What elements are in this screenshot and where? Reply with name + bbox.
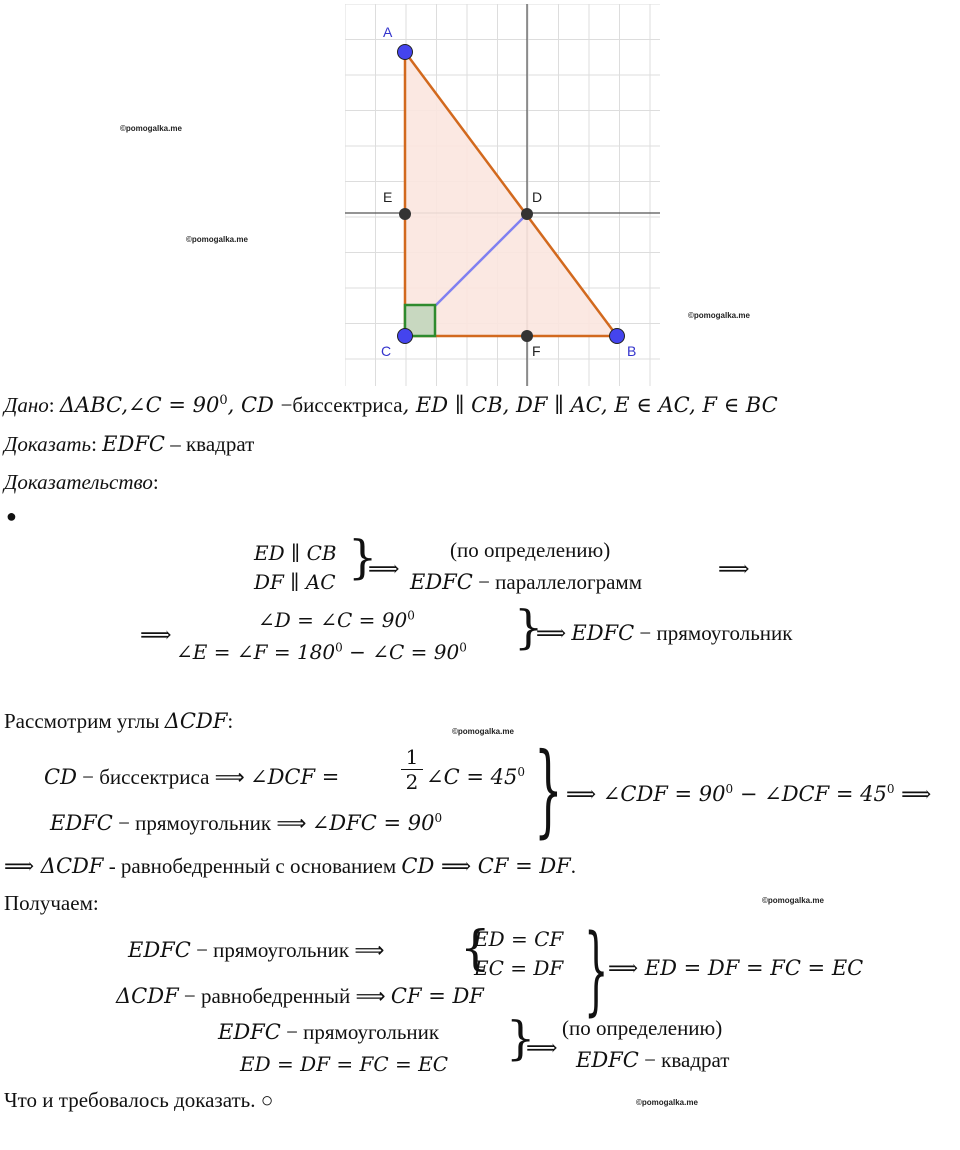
- triangle-figure: [345, 4, 660, 386]
- label-f: F: [532, 343, 541, 359]
- point-d: [521, 208, 533, 220]
- fraction-one-half: 1 2: [401, 745, 423, 794]
- system-ec-df: EC = DF: [474, 956, 564, 980]
- label-e: E: [383, 189, 393, 205]
- watermark: ©pomogalka.me: [120, 124, 182, 133]
- qed-line: Что и требовалось доказать. ○: [4, 1088, 274, 1112]
- qed-mark: ○: [260, 1088, 274, 1112]
- cond-ed-parallel-cb: ED ∥ CB: [254, 541, 337, 565]
- triangle-abc: [405, 52, 617, 336]
- bisector-angle-line: CD − биссектриса ⟹ ∠DCF =: [44, 765, 340, 789]
- angle-c-half: ∠C = $45^0$: [426, 765, 525, 789]
- rectangle-angle-line: EDFC − прямоугольник ⟹ ∠DFC = $90^0$: [50, 811, 443, 835]
- angle-d-equals-c: ∠D = ∠C = $90^0$: [258, 608, 415, 632]
- angle-cdf-result: ⟹ ∠CDF = $90^0$ − ∠DCF = $45^0$ ⟹: [566, 782, 932, 806]
- implies-arrow: ⟹: [718, 557, 750, 582]
- system-ed-cf: ED = CF: [474, 927, 564, 951]
- point-f: [521, 330, 533, 342]
- square-result: EDFC − квадрат: [576, 1048, 730, 1072]
- label-b: B: [627, 343, 637, 359]
- implies-arrow: ⟹: [140, 623, 172, 648]
- rectangle-implies: EDFC − прямоугольник ⟹: [128, 938, 385, 962]
- watermark: ©pomogalka.me: [762, 896, 824, 905]
- watermark: ©pomogalka.me: [186, 235, 248, 244]
- isosceles-implies: ΔCDF − равнобедренный ⟹ CF = DF: [116, 984, 484, 1008]
- label-d: D: [532, 189, 543, 205]
- label-a: A: [383, 24, 393, 40]
- given-line: Дано: ΔABC,∠C = $90^0$, CD −биссектриса, ED ∥ CB, DF ∥ AC, E ∈ AC, F ∈ BC: [4, 393, 778, 417]
- rectangle-result: ⟹ EDFC − прямоугольник: [536, 621, 793, 645]
- consider-angles: Рассмотрим углы ΔCDF:: [4, 709, 234, 733]
- point-a: [398, 45, 413, 60]
- brace-right: }: [348, 530, 378, 584]
- point-c: [398, 329, 413, 344]
- rectangle-condition: EDFC − прямоугольник: [218, 1020, 440, 1044]
- brace-right: }: [514, 600, 544, 654]
- watermark: ©pomogalka.me: [688, 311, 750, 320]
- brace-left: {: [460, 920, 491, 976]
- parallelogram-result: EDFC − параллелограмм: [410, 570, 642, 594]
- prove-line: Доказать: EDFC – квадрат: [4, 432, 255, 456]
- point-b: [610, 329, 625, 344]
- given-label: Дано: [4, 393, 49, 417]
- angle-e-equals-f: ∠E = ∠F = $180^0$ − ∠C = $90^0$: [176, 640, 467, 664]
- equal-sides-result: ⟹ ED = DF = FC = EC: [608, 956, 864, 980]
- brace-right: }: [534, 731, 563, 848]
- obtain-label: Получаем:: [4, 891, 99, 915]
- implies-arrow: ⟹: [368, 557, 400, 582]
- equal-sides-condition: ED = DF = FC = EC: [240, 1052, 449, 1076]
- proof-label: Доказательство:: [4, 470, 159, 494]
- brace-right: }: [584, 914, 609, 1026]
- bullet: ●: [6, 506, 17, 526]
- implies-arrow: ⟹: [526, 1036, 558, 1061]
- brace-right: }: [506, 1011, 536, 1065]
- by-definition-note: (по определению): [562, 1016, 723, 1040]
- isosceles-line: ⟹ ΔCDF - равнобедренный с основанием CD ⟹ CF = DF.: [4, 854, 576, 878]
- cond-df-parallel-ac: DF ∥ AC: [254, 570, 336, 594]
- watermark: ©pomogalka.me: [452, 727, 514, 736]
- prove-label: Доказать: [4, 432, 92, 456]
- label-c: C: [381, 343, 392, 359]
- by-definition-note: (по определению): [450, 538, 611, 562]
- point-e: [399, 208, 411, 220]
- watermark: ©pomogalka.me: [636, 1098, 698, 1107]
